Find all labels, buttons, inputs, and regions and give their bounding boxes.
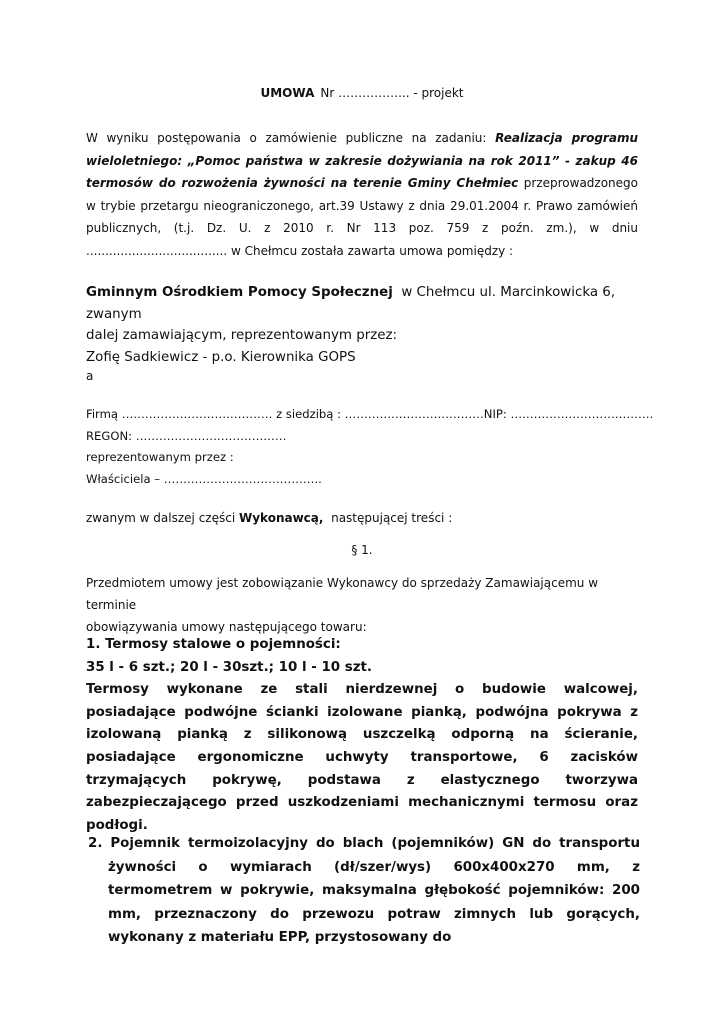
- conjunction-a: a: [86, 369, 94, 383]
- contractor-owner-line: Właściciela – …………………………………..: [86, 471, 322, 486]
- party-representative: Zofię Sadkiewicz - p.o. Kierownika GOPS: [86, 349, 356, 365]
- intro-text-start: W wyniku postępowania o zamówienie publiczne na zadaniu:: [86, 131, 487, 145]
- subject-paragraph: [86, 572, 636, 638]
- item-2-text: 2. Pojemnik termoizolacyjny do blach (pojemników) GN do transportu żywności o wymiarach (dł/szer/wys) 600x400x270 mm, z termometrem w pokrywie, maksymalna głębokość pojemników: 200 mm, przeznaczony do przewozu potraw zimnych lub gorących, wykonany z materiału EPP, przystosowany do: [88, 836, 640, 945]
- contractor-regon-line: REGON: …………………………………: [86, 428, 287, 443]
- designation-post: następującej treści :: [331, 511, 453, 525]
- contract-number: Nr ……………... - projekt: [320, 86, 464, 100]
- item-2: [88, 832, 640, 950]
- contractor-firma-line: Firmą ………………………………… z siedzibą : ………………………………NIP: ……………………………….: [86, 407, 654, 421]
- party-line-1: [86, 282, 646, 325]
- subject-line-1: Przedmiotem umowy jest zobowiązanie Wykonawcy do sprzedaży Zamawiającemu w terminie: [86, 576, 599, 612]
- intro-paragraph: [86, 127, 638, 262]
- item-1-description: Termosy wykonane ze stali nierdzewnej o budowie walcowej, posiadające podwójne ścianki izolowane pianką, podwójna pokrywa z izolowaną pianką z silikonową uszczelką odporną na ścieranie, posiadające ergonomiczne uchwyty transportowe, 6 zacisków trzymających pokrywę, podstawa z elastycznego tworzywa zabezpieczającego przed uszkodzeniami mechanicznymi termosu oraz podłogi.: [86, 682, 638, 833]
- designation-bold: Wykonawcą,: [238, 511, 324, 525]
- contractor-rep-line: reprezentowanym przez :: [86, 450, 234, 464]
- contractor-designation: [86, 511, 452, 525]
- item-1-title: 1. Termosy stalowe o pojemności:: [86, 637, 341, 652]
- item-1-sizes: 35 l - 6 szt.; 20 l - 30szt.; 10 l - 10 szt.: [86, 659, 373, 675]
- ordering-party: [86, 282, 646, 368]
- designation-pre: zwanym w dalszej części: [86, 511, 236, 525]
- subject-line-2: obowiązywania umowy następującego towaru:: [86, 620, 367, 634]
- intro-text-end: przeprowadzonego w trybie przetargu nieograniczonego, art.39 Ustawy z dnia 29.01.2004 r. Prawo zamówień publicznych, (t.j. Dz. U. z 2010 r. Nr 113 poz. 759 z poźn. zm.), w dniu ..................................... w Chełmcu została zawarta umowa pomiędzy :: [86, 176, 638, 258]
- party-name: Gminnym Ośrodkiem Pomocy Społecznej: [86, 285, 393, 300]
- umowa-heading: UMOWA: [260, 86, 315, 100]
- party-line-2: dalej zamawiającym, reprezentowanym przez:: [86, 328, 398, 343]
- program-title: Realizacja programu wieloletniego: „Pomoc państwa w zakresie dożywiania na rok 2011” - zakup 46 termosów do rozwożenia żywności na terenie Gminy Chełmiec: [86, 131, 638, 190]
- party-address: w Chełmcu ul. Marcinkowicka 6, zwanym: [86, 285, 616, 322]
- contractor-block: [86, 404, 656, 490]
- section-mark: § 1.: [351, 543, 373, 557]
- contract-title: [0, 86, 724, 100]
- item-1: [86, 634, 638, 837]
